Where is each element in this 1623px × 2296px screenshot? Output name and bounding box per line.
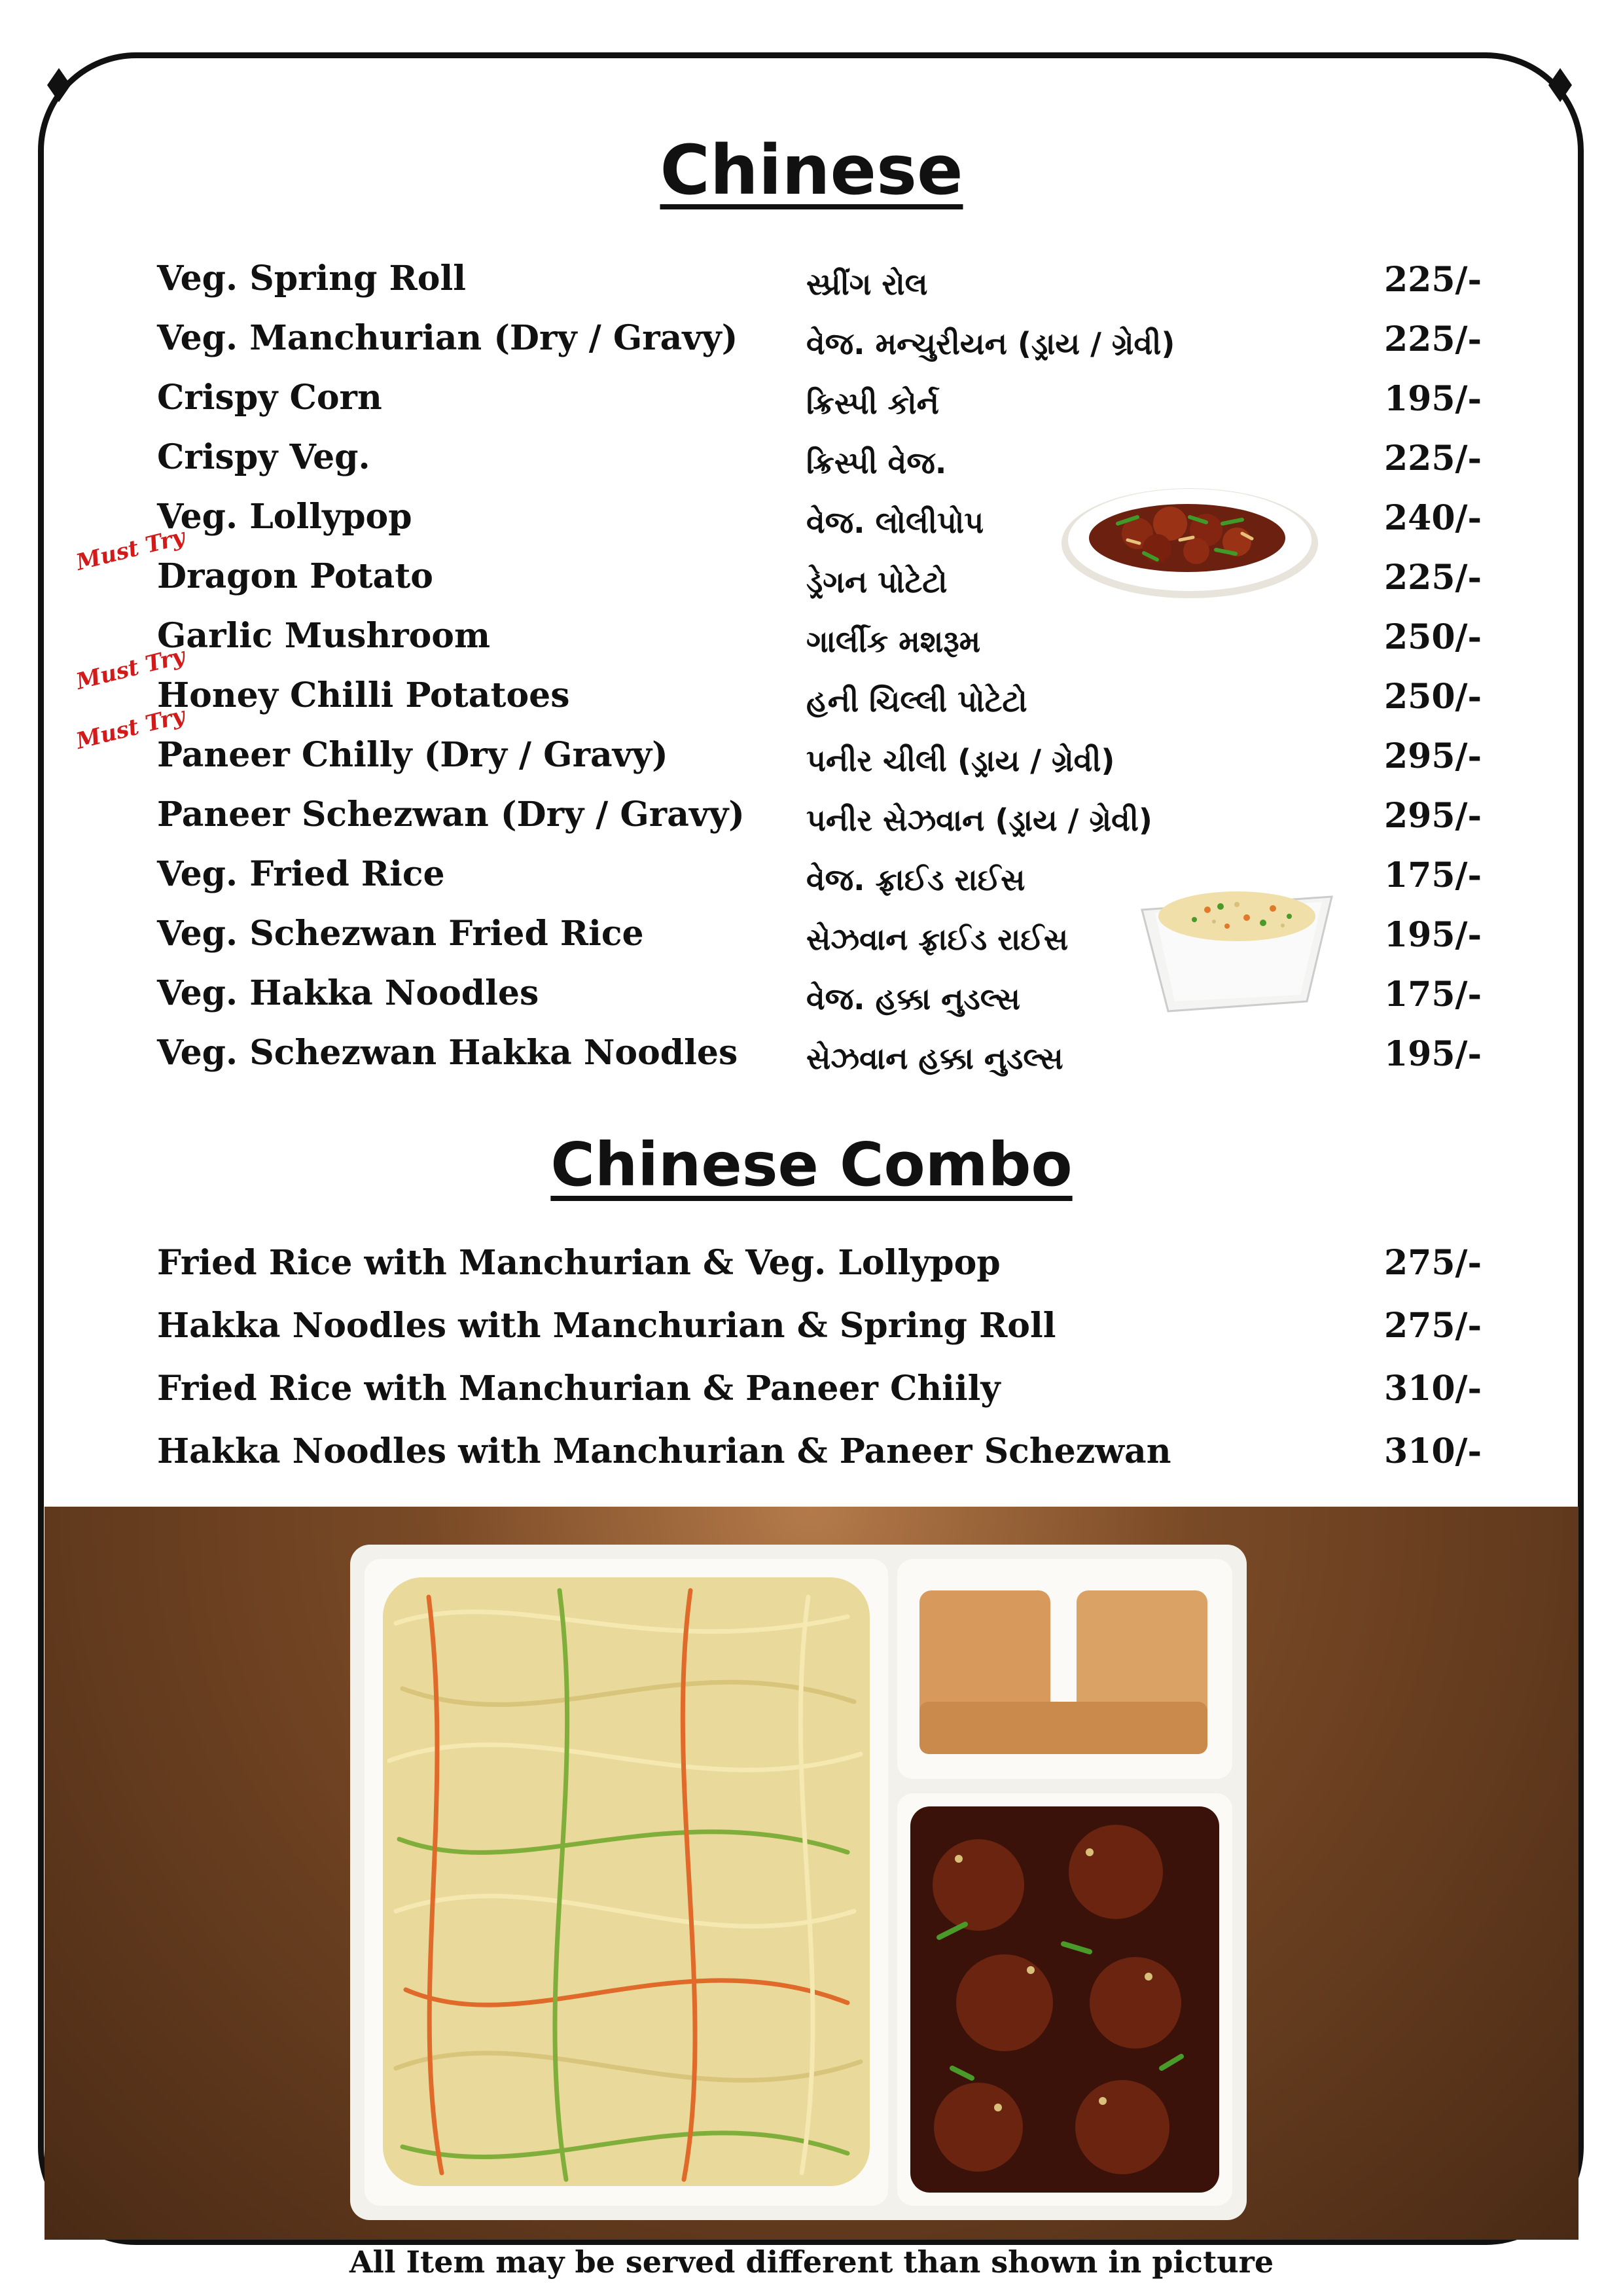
diamond-icon	[47, 68, 71, 102]
menu-item-name: Veg. Fried Rice	[157, 854, 445, 894]
menu-item-price: 240/-	[1384, 498, 1482, 538]
combo-tray-image	[350, 1545, 1247, 2220]
menu-item-price: 250/-	[1384, 677, 1482, 717]
menu-item-gujarati: ડ્રેગન પોટેટો	[806, 564, 948, 600]
menu-item-name: Crispy Veg.	[157, 437, 370, 477]
combo-item-name: Fried Rice with Manchurian & Veg. Lollypop	[157, 1243, 1001, 1283]
menu-item-name: Veg. Lollypop	[157, 497, 412, 537]
combo-item-price: 275/-	[1384, 1306, 1482, 1346]
diamond-icon	[1548, 68, 1572, 102]
menu-item-name: Veg. Hakka Noodles	[157, 973, 539, 1013]
section-title-chinese: Chinese	[660, 130, 963, 210]
menu-item-gujarati: વેજ. ફ્રાઈડ રાઈસ	[806, 862, 1026, 897]
menu-item-gujarati: વેજ. લોલીપોપ	[806, 505, 984, 540]
footer-disclaimer: All Item may be served different than shown in picture	[349, 2244, 1274, 2280]
menu-item-name: Veg. Spring Roll	[157, 259, 466, 298]
combo-item-name: Fried Rice with Manchurian & Paneer Chiily	[157, 1369, 1001, 1408]
menu-item-price: 175/-	[1384, 855, 1482, 895]
menu-item-price: 225/-	[1384, 319, 1482, 359]
menu-item-price: 225/-	[1384, 558, 1482, 598]
menu-item-price: 195/-	[1384, 1034, 1482, 1074]
menu-item-price: 195/-	[1384, 915, 1482, 955]
menu-item-gujarati: સ્પ્રીંગ રોલ	[806, 266, 928, 302]
menu-item-gujarati: ક્રિસ્પી કોર્ન	[806, 386, 939, 421]
menu-item-price: 175/-	[1384, 975, 1482, 1014]
must-try-badge: Must Try	[73, 702, 188, 755]
must-try-badge: Must Try	[73, 643, 188, 695]
menu-item-name: Paneer Chilly (Dry / Gravy)	[157, 735, 668, 775]
menu-item-name: Paneer Schezwan (Dry / Gravy)	[157, 795, 745, 834]
menu-item-gujarati: વેજ. હક્કા નુડલ્સ	[806, 981, 1020, 1016]
menu-item-name: Honey Chilli Potatoes	[157, 675, 570, 715]
combo-item-price: 310/-	[1384, 1431, 1482, 1471]
must-try-badge: Must Try	[73, 524, 188, 576]
fried-rice-bowl-image	[1135, 870, 1338, 1021]
menu-item-price: 225/-	[1384, 439, 1482, 478]
menu-item-price: 295/-	[1384, 736, 1482, 776]
menu-item-price: 225/-	[1384, 260, 1482, 300]
menu-item-name: Garlic Mushroom	[157, 616, 491, 656]
menu-item-gujarati: ગાર્લીક મશરૂમ	[806, 624, 981, 659]
menu-item-gujarati: હની ચિલ્લી પોટેટો	[806, 683, 1027, 719]
combo-item-price: 275/-	[1384, 1243, 1482, 1283]
menu-item-gujarati: ક્રિસ્પી વેજ.	[806, 445, 947, 480]
menu-item-gujarati: પનીર ચીલી (ડ્રાય / ગ્રેવી)	[806, 743, 1115, 778]
menu-item-name: Veg. Schezwan Hakka Noodles	[157, 1033, 738, 1073]
menu-item-name: Dragon Potato	[157, 556, 433, 596]
menu-item-price: 195/-	[1384, 379, 1482, 419]
menu-item-name: Veg. Manchurian (Dry / Gravy)	[157, 318, 738, 358]
combo-item-price: 310/-	[1384, 1369, 1482, 1408]
menu-item-gujarati: વેજ. મન્ચુરીયન (ડ્રાય / ગ્રેવી)	[806, 326, 1175, 361]
menu-item-gujarati: સેઝવાન હક્કા નુડલ્સ	[806, 1041, 1063, 1076]
menu-item-gujarati: સેઝવાન ફ્રાઈડ રાઈસ	[806, 922, 1069, 957]
menu-item-gujarati: પનીર સેઝવાન (ડ્રાય / ગ્રેવી)	[806, 802, 1152, 838]
combo-item-name: Hakka Noodles with Manchurian & Spring Roll	[157, 1306, 1056, 1346]
menu-item-price: 250/-	[1384, 617, 1482, 657]
combo-item-name: Hakka Noodles with Manchurian & Paneer Schezwan	[157, 1431, 1171, 1471]
menu-item-price: 295/-	[1384, 796, 1482, 836]
manchurian-dish-image	[1059, 478, 1321, 602]
menu-item-name: Veg. Schezwan Fried Rice	[157, 914, 644, 954]
section-title-chinese-combo: Chinese Combo	[550, 1130, 1073, 1200]
menu-item-name: Crispy Corn	[157, 378, 382, 418]
